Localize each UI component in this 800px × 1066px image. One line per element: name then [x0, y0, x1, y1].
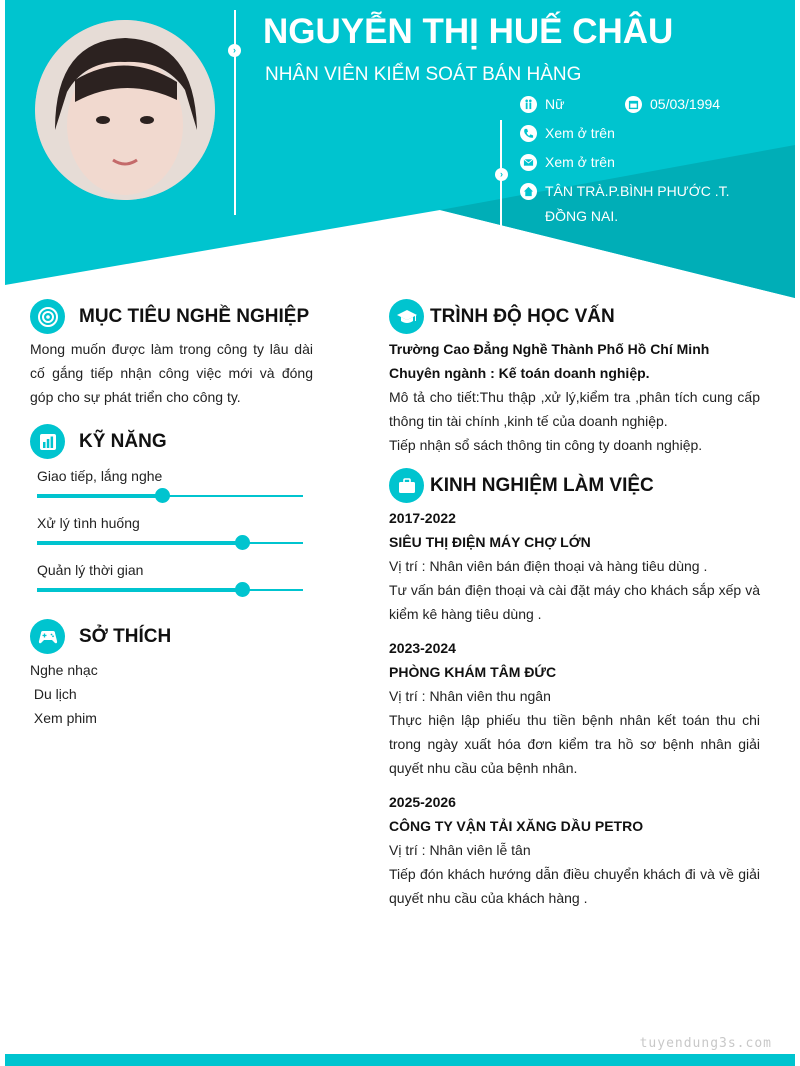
header-banner: [5, 0, 795, 300]
education-block: [389, 337, 760, 457]
skill-label: Xử lý tình huống: [37, 515, 140, 531]
job-years: 2017-2022: [389, 510, 456, 526]
phone-icon: [520, 125, 537, 142]
education-description: Tiếp nhận sổ sách thông tin công ty doanh nghiệp.: [389, 437, 703, 453]
home-icon: [520, 183, 537, 200]
objective-text: Mong muốn được làm trong công ty lâu dài cố gắng tiếp nhận công việc mới và đóng góp cho sự phát triển cho công ty.: [30, 341, 313, 405]
calendar-icon: [625, 96, 642, 113]
skill-fill: [37, 541, 242, 545]
hobby-item: Du lịch: [30, 686, 77, 702]
hobbies-title: SỞ THÍCH: [79, 625, 172, 647]
email-info: [520, 154, 615, 175]
hobby-item: Xem phim: [30, 710, 97, 726]
avatar: [35, 20, 215, 200]
briefcase-icon: [389, 468, 424, 503]
job-description: Thực hiện lập phiếu thu tiền bệnh nhân kết toán thu chi trong ngày xuất hóa đơn kiểm tra hồ sơ bệnh nhân giải quyết nhu cầu của bệnh nhân.: [389, 712, 760, 776]
skill-label: Giao tiếp, lắng nghe: [37, 468, 163, 484]
hobbies-heading: [30, 619, 171, 654]
gamepad-icon: [30, 619, 65, 654]
major: Chuyên ngành : Kế toán doanh nghiệp.: [389, 365, 650, 381]
job-years: 2023-2024: [389, 640, 456, 656]
skill-knob: [235, 535, 250, 550]
chevron-right-icon: ›: [228, 44, 241, 57]
phone-value: Xem ở trên: [545, 125, 615, 141]
education-description: Mô tả cho tiết:Thu thập ,xử lý,kiểm tra ,phân tích cung cấp thông tin tài chính ,kinh tế của doanh nghiệp.: [389, 389, 760, 429]
skill-label: Quản lý thời gian: [37, 562, 144, 578]
graduation-cap-icon: [389, 299, 424, 334]
birthday-info: [625, 96, 720, 117]
skill-fill: [37, 588, 242, 592]
education-heading: [389, 299, 615, 334]
job-description: Tiếp đón khách hướng dẫn điều chuyển khách đi và về giải quyết nhu cầu của khách hàng .: [389, 866, 760, 906]
skill-track: [37, 495, 303, 497]
watermark: tuyendung3s.com: [639, 1036, 772, 1051]
skill-item: [37, 514, 303, 544]
job-description: Tư vấn bán điện thoại và cài đặt máy cho khách sắp xếp và kiểm kê hàng tiêu dùng .: [389, 582, 760, 622]
job-company: PHÒNG KHÁM TÂM ĐỨC: [389, 664, 557, 680]
bar-chart-icon: [30, 424, 65, 459]
job-entry: [389, 506, 760, 626]
phone-info: [520, 125, 615, 146]
skill-fill: [37, 494, 162, 498]
header-divider-left: [234, 10, 236, 215]
job-position: Vị trí : Nhân viên lễ tân: [389, 842, 531, 858]
experience-title: KINH NGHIỆM LÀM VIỆC: [430, 474, 654, 496]
job-position: Vị trí : Nhân viên bán điện thoại và hàng tiêu dùng .: [389, 558, 708, 574]
job-entry: [389, 636, 760, 780]
education-title: TRÌNH ĐỘ HỌC VẤN: [430, 305, 615, 327]
envelope-icon: [520, 154, 537, 171]
address-value: TÂN TRÀ.P.BÌNH PHƯỚC .T. ĐỒNG NAI.: [545, 183, 730, 224]
hobby-item: Nghe nhạc: [30, 662, 98, 678]
gender-info: [520, 96, 564, 117]
birthday-value: 05/03/1994: [650, 96, 721, 112]
objective-heading: [30, 299, 309, 334]
job-company: CÔNG TY VẬN TẢI XĂNG DẦU PETRO: [389, 818, 644, 834]
candidate-name: NGUYỄN THỊ HUẾ CHÂU: [263, 12, 674, 51]
email-value: Xem ở trên: [545, 154, 615, 170]
gender-icon: [520, 96, 537, 113]
footer-bar: [5, 1054, 795, 1066]
skill-item: [37, 467, 303, 497]
gender-value: Nữ: [545, 96, 565, 112]
job-title: NHÂN VIÊN KIỂM SOÁT BÁN HÀNG: [265, 64, 582, 85]
skill-knob: [235, 582, 250, 597]
chevron-right-icon: ›: [495, 168, 508, 181]
skill-knob: [155, 488, 170, 503]
skill-track: [37, 589, 303, 591]
objective-title: MỤC TIÊU NGHỀ NGHIỆP: [79, 305, 310, 327]
target-icon: [30, 299, 65, 334]
skill-track: [37, 542, 303, 544]
job-company: SIÊU THỊ ĐIỆN MÁY CHỢ LỚN: [389, 534, 591, 550]
job-years: 2025-2026: [389, 794, 456, 810]
address-info: [520, 183, 770, 229]
skills-title: KỸ NĂNG: [79, 430, 167, 452]
job-position: Vị trí : Nhân viên thu ngân: [389, 688, 551, 704]
skills-heading: [30, 424, 167, 459]
skill-item: [37, 561, 303, 591]
job-entry: [389, 790, 760, 910]
experience-heading: [389, 468, 654, 503]
school-name: Trường Cao Đẳng Nghề Thành Phố Hồ Chí Minh: [389, 341, 710, 357]
